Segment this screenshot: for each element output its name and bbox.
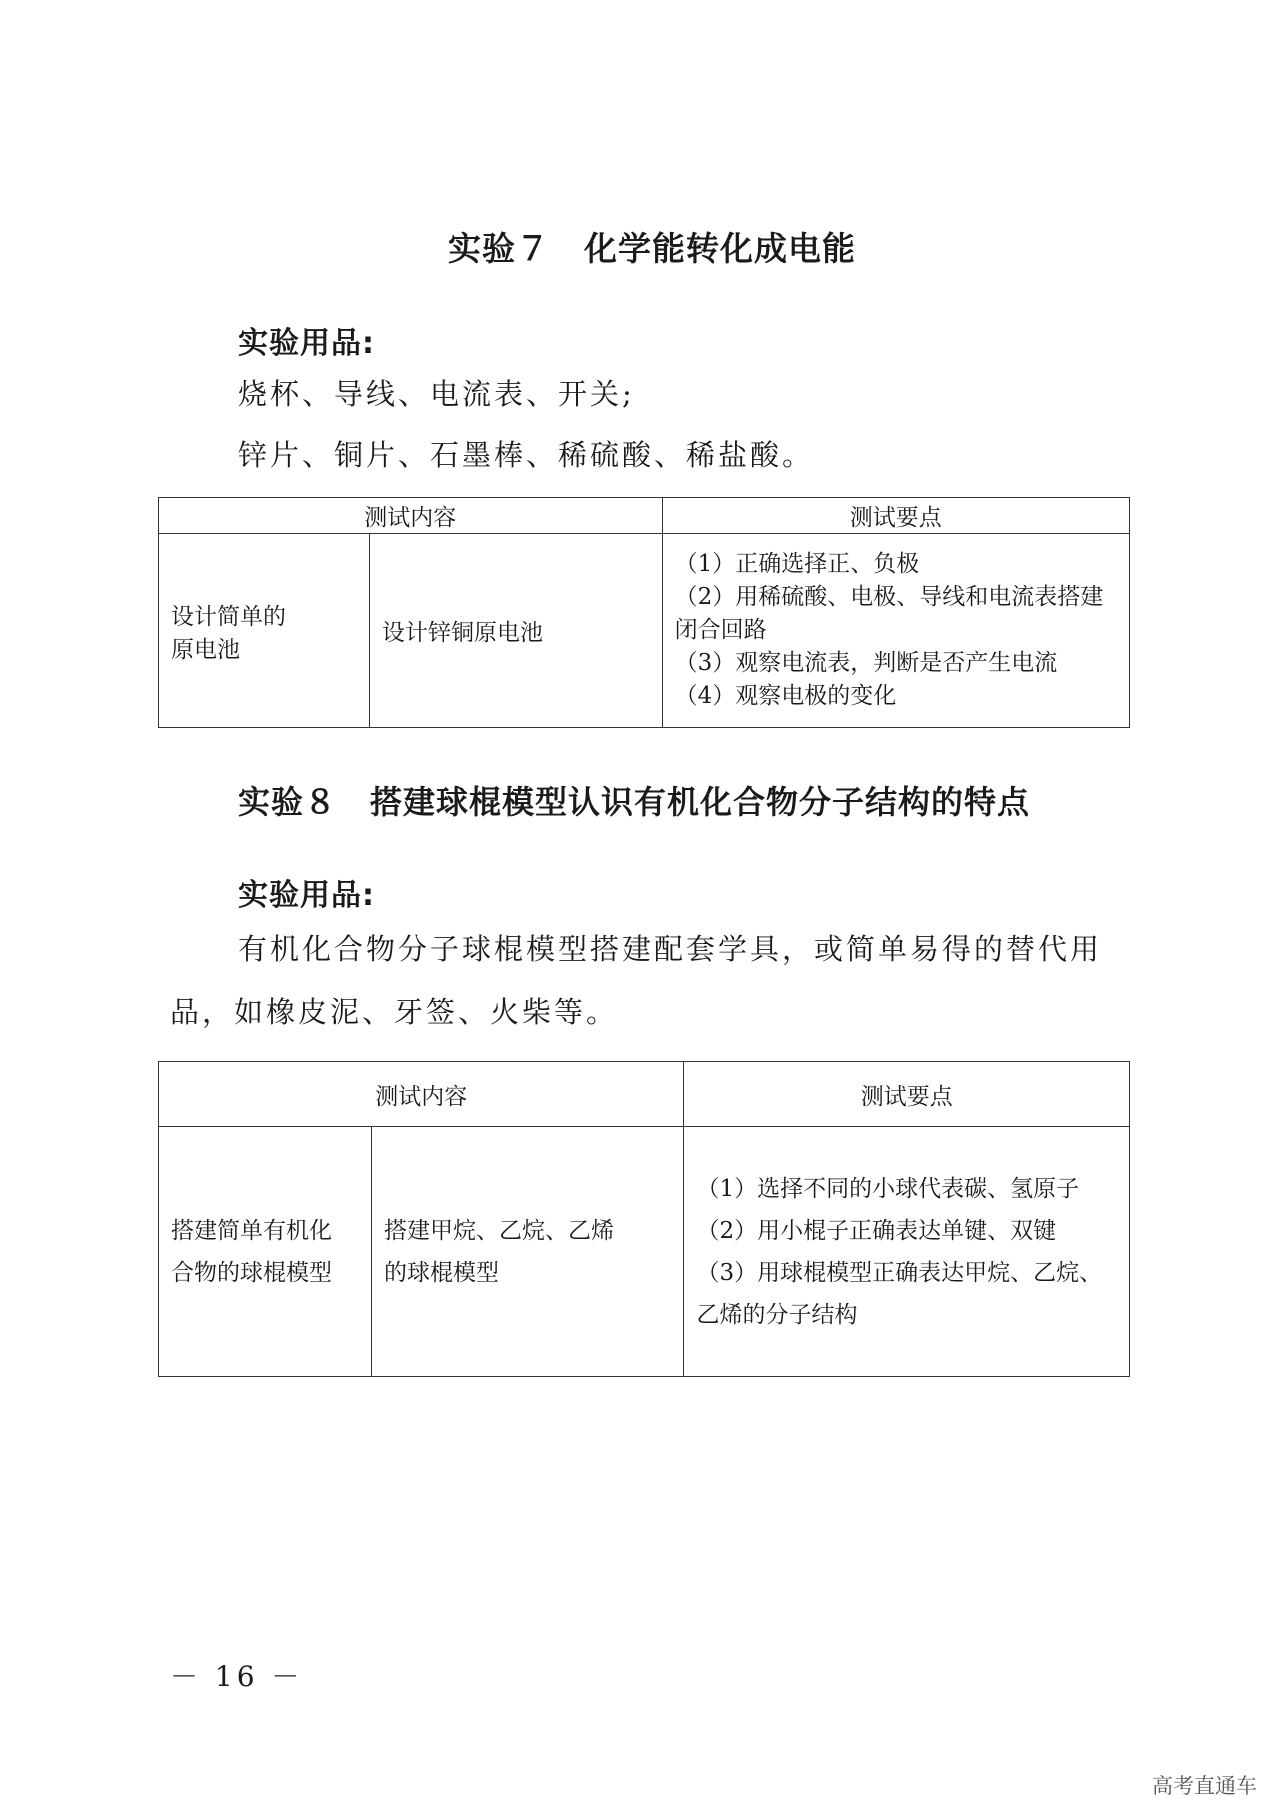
test-category-line: 原电池 — [171, 636, 240, 663]
test-point-line: （1）正确选择正、负极 — [674, 551, 920, 577]
test-point-line: （4）观察电极的变化 — [674, 683, 897, 709]
experiment-8-materials-heading: 实验用品: — [238, 878, 375, 913]
experiment-7-test-table — [158, 497, 1130, 728]
header-test-content: 测试内容 — [159, 498, 663, 534]
test-point-line: （3）用球棍模型正确表达甲烷、乙烷、 — [696, 1259, 1103, 1286]
test-point-line: 闭合回路 — [674, 617, 767, 643]
test-points-cell — [662, 534, 1129, 728]
test-item-cell — [370, 534, 663, 728]
experiment-7-title: 实验７ 化学能转化成电能 — [448, 229, 856, 268]
header-test-points: 测试要点 — [662, 498, 1129, 534]
test-item-cell — [372, 1127, 684, 1377]
test-point-line: （2）用稀硫酸、电极、导线和电流表搭建 — [674, 584, 1104, 610]
table-row — [159, 1127, 1130, 1377]
test-point-line: （2）用小棍子正确表达单键、双键 — [696, 1217, 1057, 1244]
test-category-cell — [159, 1127, 372, 1377]
test-points-cell — [684, 1127, 1130, 1377]
test-category-line: 搭建简单有机化 — [171, 1217, 332, 1244]
experiment-7-materials-line: 锌片、铜片、石墨棒、稀硫酸、稀盐酸。 — [238, 438, 815, 472]
test-item-line: 搭建甲烷、乙烷、乙烯 — [384, 1217, 614, 1244]
test-category-cell — [159, 534, 370, 728]
page-number: － 16 － — [170, 1660, 304, 1693]
test-category-line: 合物的球棍模型 — [171, 1259, 332, 1286]
watermark: 高考直通车 — [1152, 1774, 1257, 1798]
experiment-8-title: 实验８ 搭建球棍模型认识有机化合物分子结构的特点 — [238, 783, 1031, 821]
test-item-line: 设计锌铜原电池 — [382, 620, 543, 646]
experiment-7-materials-heading: 实验用品: — [238, 326, 375, 361]
experiment-7-materials-line: 烧杯、导线、电流表、开关; — [238, 377, 635, 411]
test-point-line: 乙烯的分子结构 — [696, 1301, 858, 1328]
test-item-line: 的球棍模型 — [384, 1259, 499, 1286]
table-row — [159, 534, 1130, 728]
experiment-8-materials-line: 有机化合物分子球棍模型搭建配套学具，或简单易得的替代用 — [238, 932, 1103, 966]
test-point-line: （3）观察电流表，判断是否产生电流 — [674, 650, 1058, 676]
experiment-8-test-table — [158, 1061, 1130, 1377]
experiment-8-materials-line: 品，如橡皮泥、牙签、火柴等。 — [170, 995, 619, 1029]
header-test-content: 测试内容 — [159, 1062, 684, 1127]
test-point-line: （1）选择不同的小球代表碳、氢原子 — [696, 1175, 1080, 1202]
header-test-points: 测试要点 — [684, 1062, 1130, 1127]
test-category-line: 设计简单的 — [171, 603, 286, 630]
